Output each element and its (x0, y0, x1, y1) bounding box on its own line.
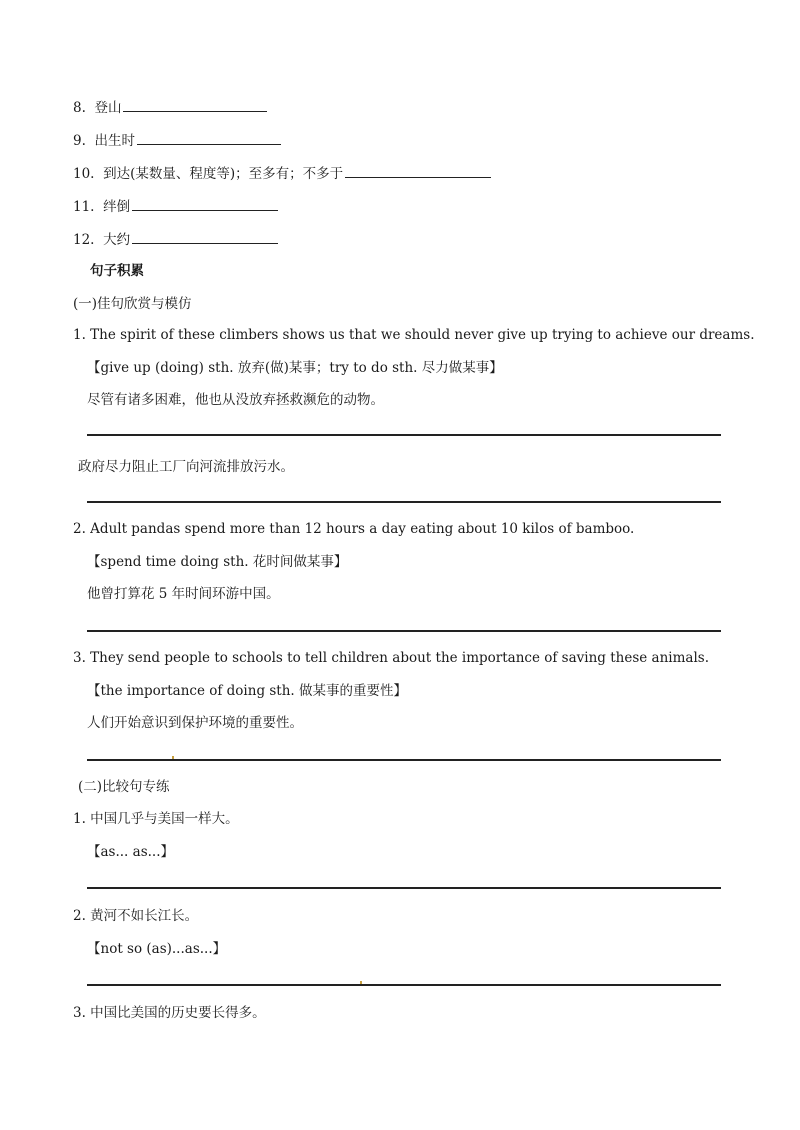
vocab-number: 8. (73, 100, 86, 116)
pattern-hint-5: 【not so (as)...as...】 (87, 941, 227, 957)
answer-blank[interactable] (132, 196, 278, 211)
translation-prompt-1a: 尽管有诸多困难，他也从没放弃拯救濒危的动物。 (87, 392, 384, 408)
pattern-hint-3: 【the importance of doing sth. 做某事的重要性】 (87, 683, 408, 699)
vocab-text: 绊倒 (103, 199, 131, 215)
scan-speck (360, 981, 362, 984)
vocab-item-9 (73, 130, 281, 150)
part1-title: (一)佳句欣赏与模仿 (73, 296, 192, 312)
vocab-number: 9. (73, 133, 86, 149)
answer-line[interactable] (87, 501, 721, 503)
answer-line[interactable] (87, 759, 721, 761)
vocab-text: 出生时 (94, 133, 135, 149)
translation-prompt-2: 他曾打算花 5 年时间环游中国。 (87, 586, 280, 602)
pattern-hint-1: 【give up (doing) sth. 放弃(做)某事；try to do sth. 尽力做某事】 (87, 360, 503, 376)
comparison-prompt-1: 1. 中国几乎与美国一样大。 (73, 811, 239, 827)
example-sentence-2: 2. Adult pandas spend more than 12 hours a day eating about 10 kilos of bamboo. (73, 521, 635, 537)
answer-line[interactable] (87, 887, 721, 889)
answer-line[interactable] (87, 984, 721, 986)
vocab-text: 大约 (103, 232, 131, 248)
part2-title: (二)比较句专练 (78, 779, 170, 795)
answer-blank[interactable] (123, 97, 267, 112)
scan-speck (172, 756, 174, 759)
answer-line[interactable] (87, 434, 721, 436)
answer-line[interactable] (87, 630, 721, 632)
translation-prompt-1b: 政府尽力阻止工厂向河流排放污水。 (78, 459, 294, 475)
pattern-hint-2: 【spend time doing sth. 花时间做某事】 (87, 554, 348, 570)
vocab-number: 10. (73, 166, 95, 182)
vocab-item-11 (73, 196, 278, 216)
pattern-hint-4: 【as... as...】 (87, 844, 174, 860)
vocab-number: 12. (73, 232, 95, 248)
vocab-number: 11. (73, 199, 95, 215)
vocab-text: 到达(某数量、程度等)；至多有；不多于 (103, 166, 344, 182)
example-sentence-3: 3. They send people to schools to tell children about the importance of saving these animals. (73, 650, 709, 666)
answer-blank[interactable] (345, 163, 491, 178)
vocab-text: 登山 (94, 100, 122, 116)
answer-blank[interactable] (132, 229, 278, 244)
example-sentence-1: 1. The spirit of these climbers shows us that we should never give up trying to achieve our dreams. (73, 327, 755, 343)
answer-blank[interactable] (137, 130, 281, 145)
comparison-prompt-2: 2. 黄河不如长江长。 (73, 908, 199, 924)
translation-prompt-3: 人们开始意识到保护环境的重要性。 (87, 715, 303, 731)
vocab-item-12 (73, 229, 278, 249)
comparison-prompt-3: 3. 中国比美国的历史要长得多。 (73, 1005, 266, 1021)
section-title: 句子积累 (90, 263, 144, 279)
vocab-item-8 (73, 97, 267, 117)
vocab-item-10 (73, 163, 491, 183)
